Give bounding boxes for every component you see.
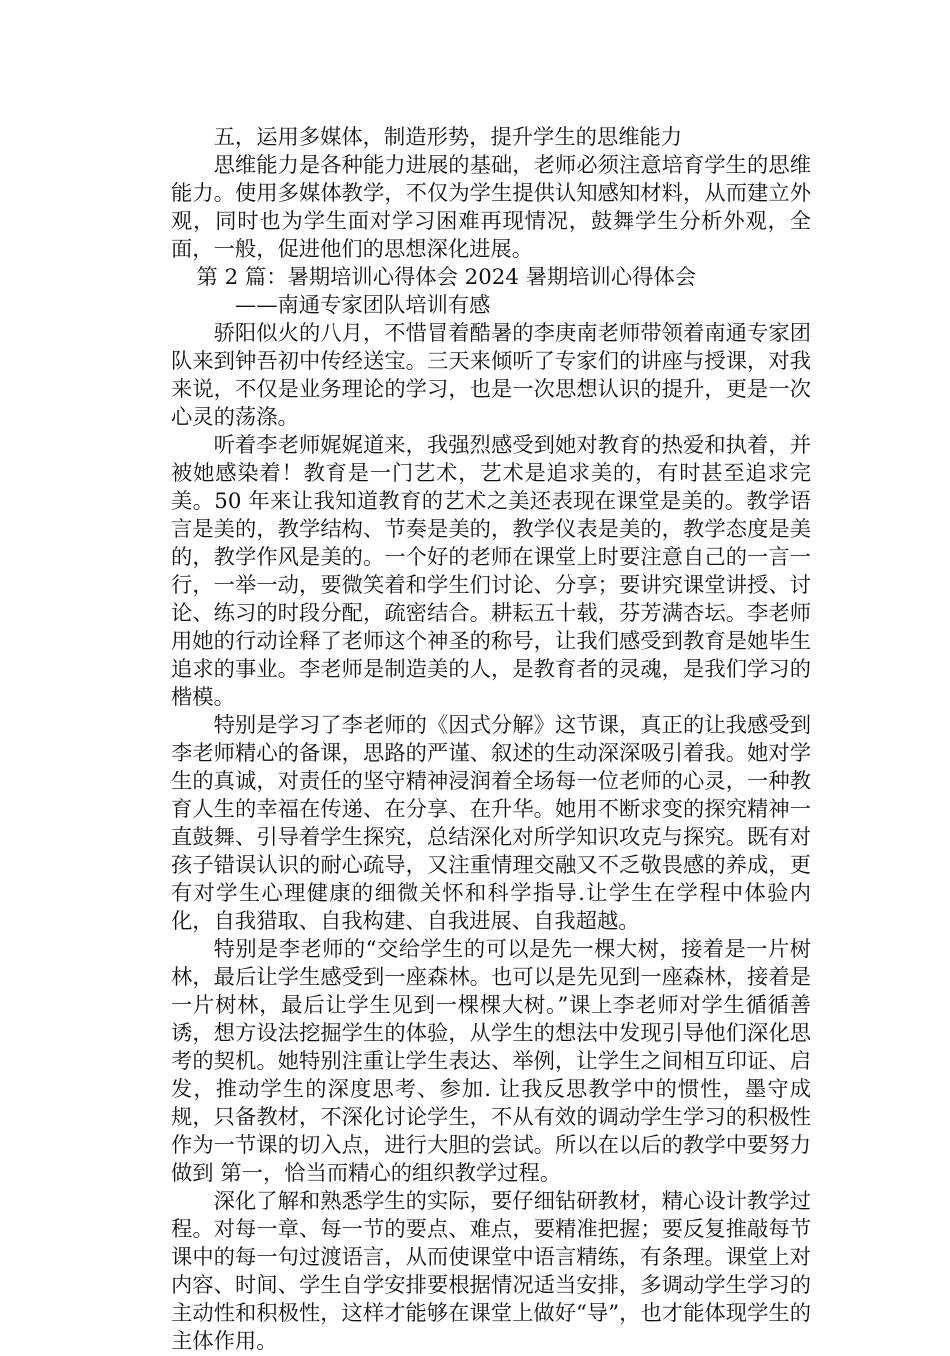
- section-heading: 五，运用多媒体，制造形势，提升学生的思维能力: [213, 125, 683, 150]
- document-page: [171, 124, 811, 1356]
- body-paragraph: 听着李老师娓娓道来，我强烈感受到她对教育的热爱和执着，并被她感染着！教育是一门艺术，艺术是追求美的，有时甚至追求完美。50 年来让我知道教育的艺术之美还表现在课堂是美的。教学语言是美的，教学结构、节奏是美的，教学仪表是美的，教学态度是美的，教学作风是美的。一个好的老师在课堂上时要注意自己的一言一行，一举一动，要微笑着和学生们讨论、分享；要讲究课堂讲授、讨论、练习的时段分配，疏密结合。耕耘五十载，芬芳满杏坛。李老师用她的行动诠释了老师这个神圣的称号，让我们感受到教育是她毕生追求的事业。李老师是制造美的人，是教育者的灵魂，是我们学习的楷模。: [171, 433, 811, 710]
- body-paragraph: 特别是学习了李老师的《因式分解》这节课，真正的让我感受到李老师精心的备课，思路的严谨、叙述的生动深深吸引着我。她对学生的真诚，对责任的坚守精神浸润着全场每一位老师的心灵，一种教育人生的幸福在传递、在分享、在升华。她用不断求变的探究精神一直鼓舞、引导着学生探究，总结深化对所学知识攻克与探究。既有对孩子错误认识的耐心疏导，又注重情理交融又不乏敬畏感的养成，更有对学生心理健康的细微关怀和科学指导.让学生在学程中体验内化，自我猎取、自我构建、自我进展、自我超越。: [171, 713, 811, 934]
- body-paragraph: 深化了解和熟悉学生的实际，要仔细钻研教材，精心设计教学过程。对每一章、每一节的要点、难点，要精准把握；要反复推敲每节课中的每一句过渡语言，从而使课堂中语言精练，有条理。课堂上对内容、时间、学生自学安排要根据情况适当安排，多调动学生学习的主动性和积极性，这样才能够在课堂上做好“导”，也才能体现学生的主体作用。: [171, 1189, 811, 1354]
- section-body-paragraph: 思维能力是各种能力进展的基础，老师必须注意培育学生的思维能力。使用多媒体教学，不仅为学生提供认知感知材料，从而建立外观，同时也为学生面对学习困难再现情况，鼓舞学生分析外观，全面，一般，促进他们的思想深化进展。: [171, 153, 811, 262]
- body-paragraph: 特别是李老师的“交给学生的可以是先一棵大树，接着是一片树林，最后让学生感受到一座森林。也可以是先见到一座森林，接着是一片树林，最后让学生见到一棵棵大树。”课上李老师对学生循循善诱，想方设法挖掘学生的体验，从学生的想法中发现引导他们深化思考的契机。她特别注重让学生表达、举例，让学生之间相互印证、启发，推动学生的深度思考、参加. 让我反思教学中的惯性，墨守成规，只备教材，不深化讨论学生，不从有效的调动学生学习的积极性作为一节课的切入点，进行大胆的尝试。所以在以后的教学中要努力做到 第一，恰当而精心的组织教学过程。: [171, 937, 811, 1186]
- body-paragraph: 骄阳似火的八月，不惜冒着酷暑的李庚南老师带领着南通专家团队来到钟吾初中传经送宝。三天来倾听了专家们的讲座与授课，对我来说，不仅是业务理论的学习，也是一次思想认识的提升，更是一次心灵的荡涤。: [171, 321, 811, 430]
- article-subtitle: ——南通专家团队培训有感: [234, 293, 491, 318]
- article-title: 第 2 篇：暑期培训心得体会 2024 暑期培训心得体会: [196, 265, 697, 290]
